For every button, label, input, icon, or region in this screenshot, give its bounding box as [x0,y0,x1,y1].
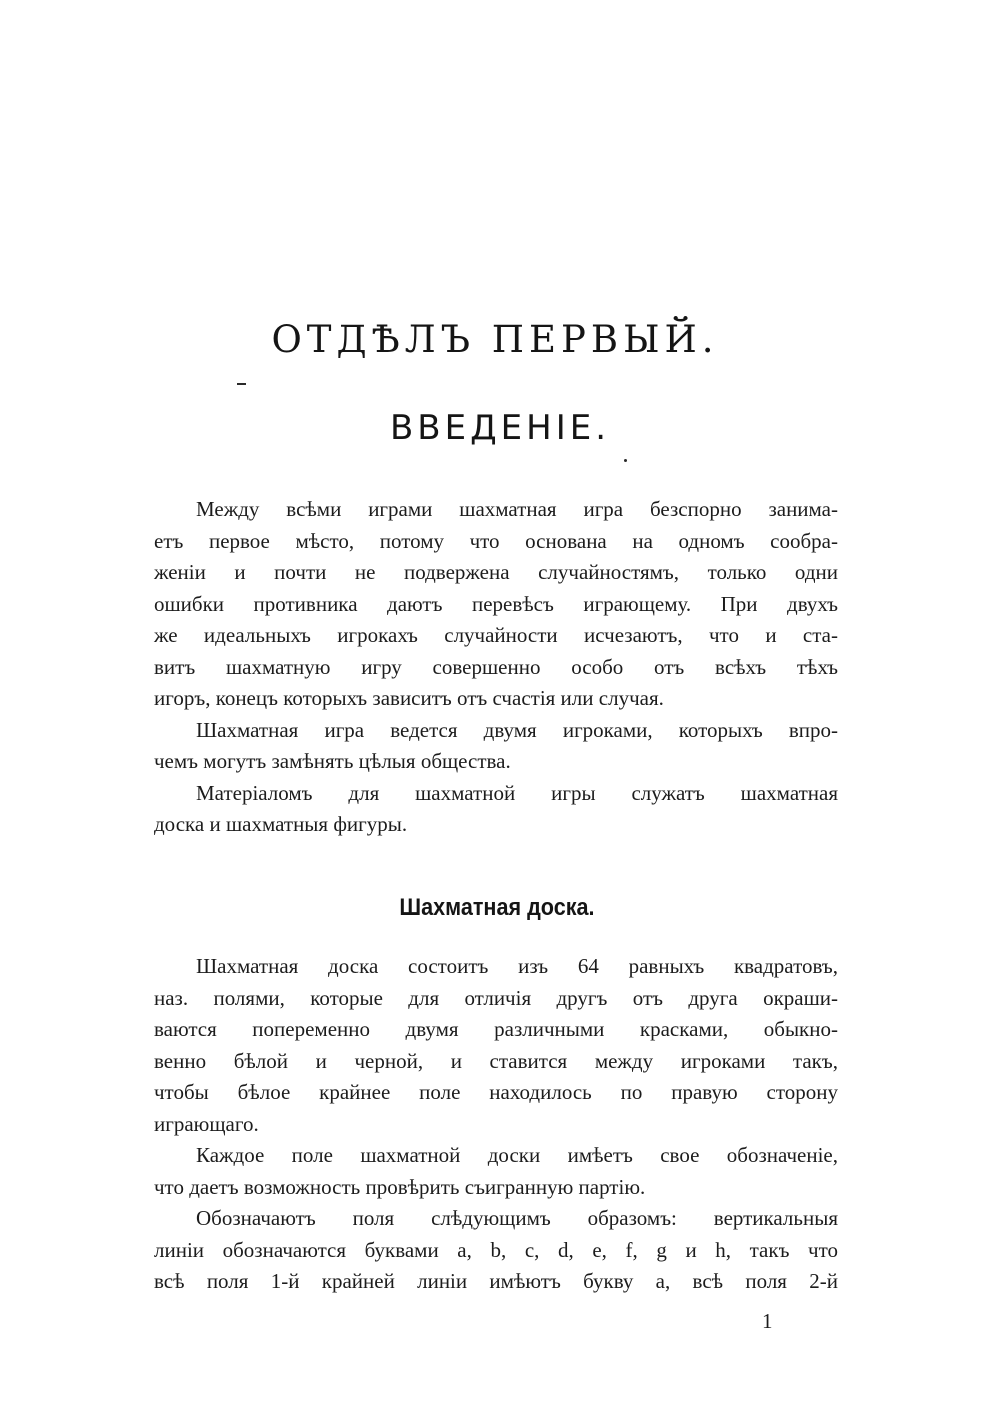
text-line: Матеріаломъ для шахматной игры служатъ шахматная [196,780,838,805]
section-title: ОТДѢЛЪ ПЕРВЫЙ. [271,318,719,361]
text-line: доска и шахматныя фигуры. [154,812,408,836]
subsection-title: Шахматная доска. [399,894,595,921]
text-line: женіи и почти не подвержена случайностямъ, только одни [154,560,838,584]
page-number: 1 [762,1309,773,1333]
text-line: играющаго. [154,1111,259,1136]
text-line: что даетъ возможность провѣрить съигранную партію. [154,1174,646,1199]
text-line: венно бѣлой и черной, и ставится между игроками такъ, [154,1048,838,1073]
text-line: всѣ поля 1-й крайней линіи имѣютъ букву a, всѣ поля 2-й [154,1269,838,1293]
text-line: Между всѣми играми шахматная игра безспорно занима- [196,497,838,521]
print-speck [624,459,627,462]
text-line: Шахматная доска состоитъ изъ 64 равныхъ квадратовъ, [196,954,838,978]
text-line: етъ первое мѣсто, потому что основана на одномъ сообра- [154,528,838,553]
introduction-text [154,494,838,841]
text-line: чемъ могутъ замѣнять цѣлыя общества. [154,749,511,773]
text-line: Каждое поле шахматной доски имѣетъ свое обозначеніе, [196,1143,838,1167]
text-line: витъ шахматную игру совершенно особо отъ всѣхъ тѣхъ [154,654,838,679]
text-line: наз. полями, которые для отличія другъ отъ друга окраши- [154,985,838,1010]
text-line: же идеальныхъ игрокахъ случайности исчезаютъ, что и ста- [154,623,838,647]
text-line: Шахматная игра ведется двумя игроками, которыхъ впро- [196,717,838,742]
text-line: чтобы бѣлое крайнее поле находилось по правую сторону [154,1080,838,1104]
text-line: игоръ, конецъ которыхъ зависитъ отъ счастія или случая. [154,686,664,710]
chapter-title: ВВЕДЕНІЕ. [389,408,611,448]
text-line: ошибки противника даютъ перевѣсъ играющему. При двухъ [154,591,838,616]
text-line: Обозначаютъ поля слѣдующимъ образомъ: вертикальныя [196,1206,838,1230]
chessboard-text [154,951,838,1298]
print-speck [237,383,246,385]
text-line: линіи обозначаются буквами a, b, c, d, e, f, g и h, такъ что [154,1237,838,1262]
text-line: ваются попеременно двумя различными красками, обыкно- [154,1017,838,1041]
